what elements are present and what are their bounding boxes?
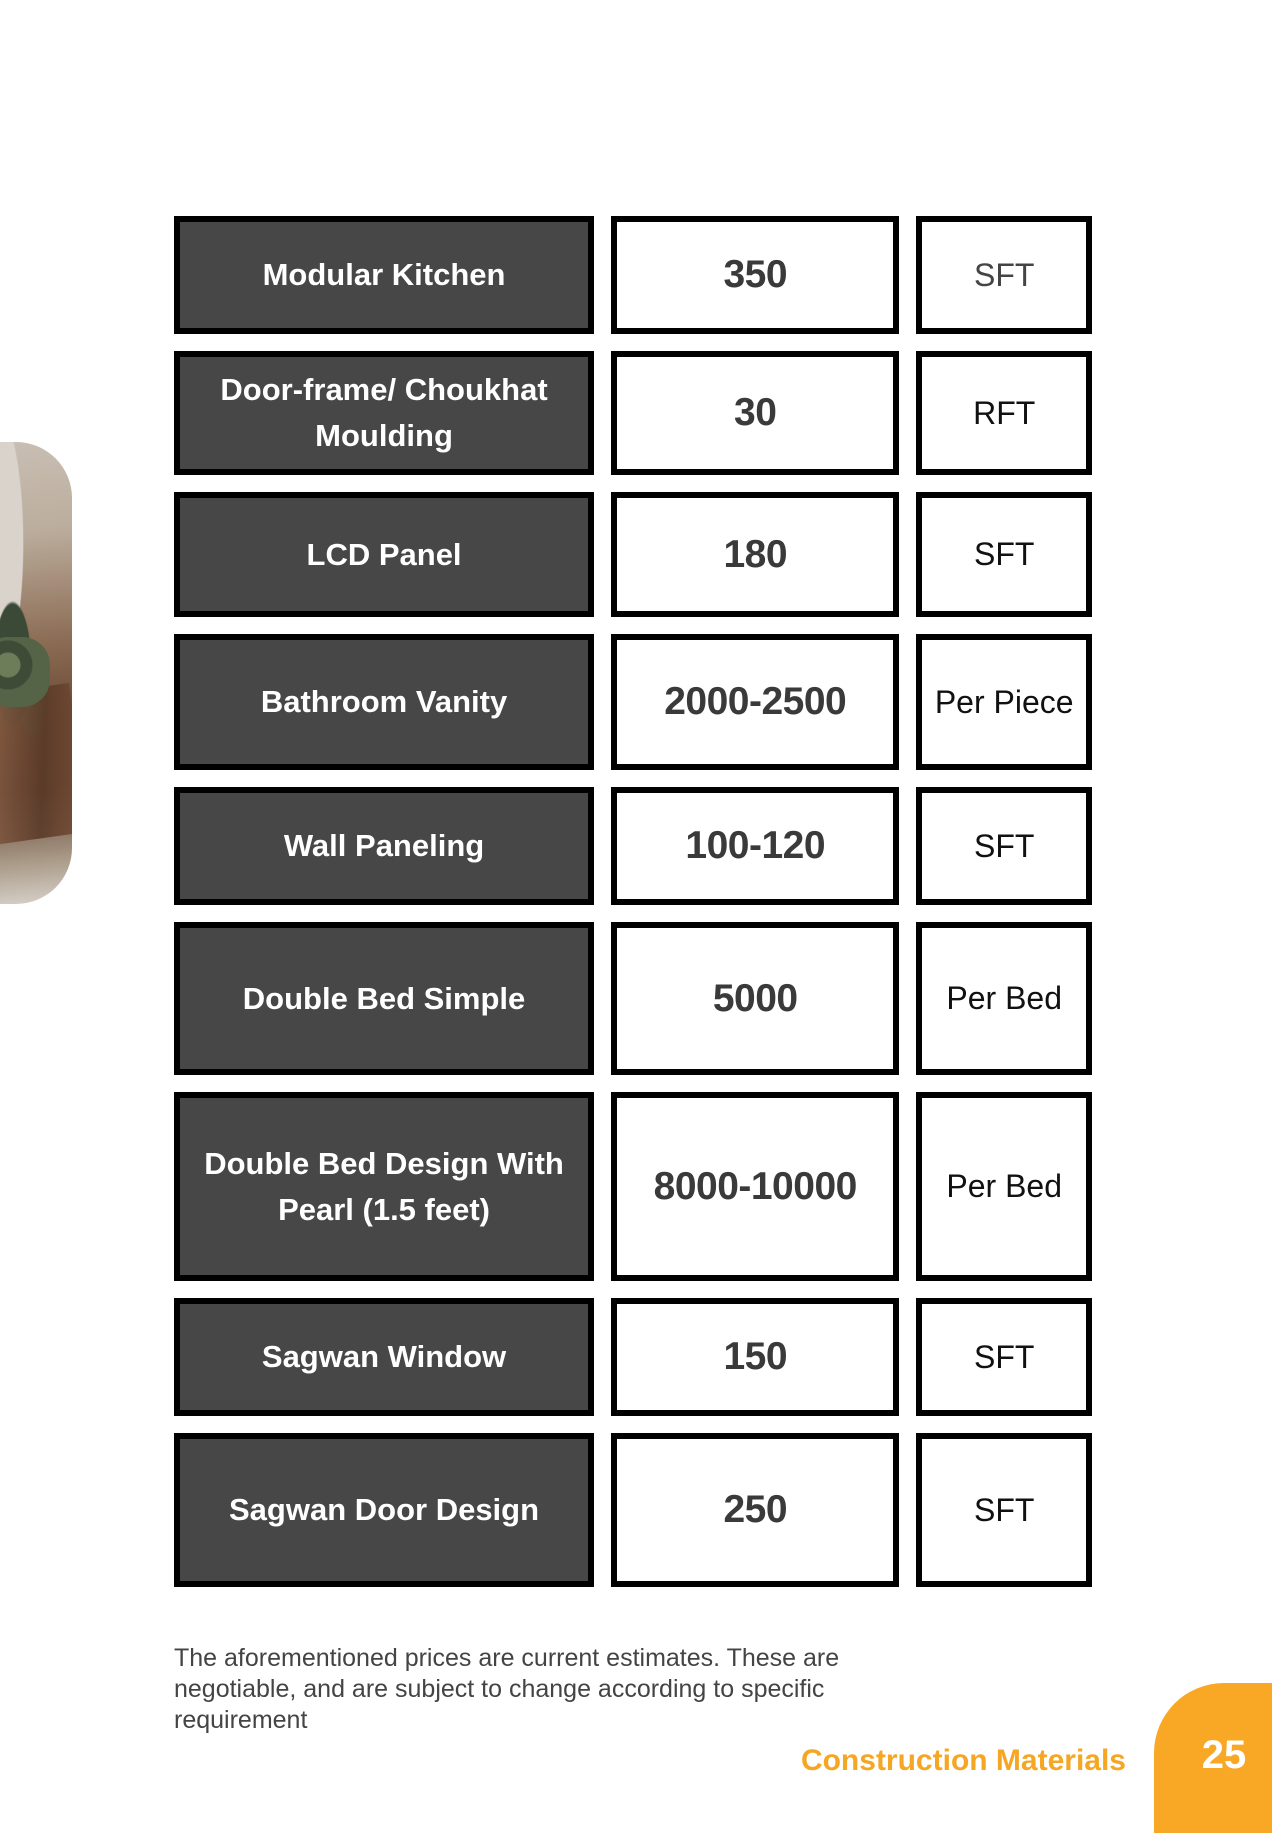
table-row — [174, 216, 1092, 334]
price-disclaimer: The aforementioned prices are current estimates. These are negotiable, and are subject to change according to specific requirement — [174, 1644, 840, 1734]
item-unit: SFT — [916, 1433, 1092, 1587]
item-name: Door-frame/ Choukhat Moulding — [174, 351, 594, 475]
item-name: Bathroom Vanity — [174, 634, 594, 770]
item-unit: RFT — [916, 351, 1092, 475]
item-unit: SFT — [916, 787, 1092, 905]
item-unit: SFT — [916, 1298, 1092, 1416]
item-unit: Per Bed — [916, 922, 1092, 1075]
item-price: 2000-2500 — [611, 634, 899, 770]
table-row — [174, 492, 1092, 617]
table-row — [174, 351, 1092, 475]
item-price: 5000 — [611, 922, 899, 1075]
table-row — [174, 1092, 1092, 1281]
table-row — [174, 1298, 1092, 1416]
photo-wood-plank — [0, 683, 72, 851]
item-unit: Per Piece — [916, 634, 1092, 770]
item-price: 150 — [611, 1298, 899, 1416]
item-price: 180 — [611, 492, 899, 617]
price-table — [174, 216, 1092, 1587]
item-name: Modular Kitchen — [174, 216, 594, 334]
item-price: 100-120 — [611, 787, 899, 905]
table-row — [174, 634, 1092, 770]
item-price: 8000-10000 — [611, 1092, 899, 1281]
item-name: Wall Paneling — [174, 787, 594, 905]
page-number: 25 — [1201, 1733, 1247, 1777]
item-unit: SFT — [916, 492, 1092, 617]
item-price: 350 — [611, 216, 899, 334]
item-price: 250 — [611, 1433, 899, 1587]
item-name: Sagwan Window — [174, 1298, 594, 1416]
photo-glove — [0, 637, 50, 707]
table-row — [174, 1433, 1092, 1587]
item-name: Double Bed Simple — [174, 922, 594, 1075]
item-unit: SFT — [916, 216, 1092, 334]
footer-section-label: Construction Materials — [800, 1744, 1126, 1777]
item-price: 30 — [611, 351, 899, 475]
table-row — [174, 787, 1092, 905]
item-name: Double Bed Design With Pearl (1.5 feet) — [174, 1092, 594, 1281]
table-row — [174, 922, 1092, 1075]
item-unit: Per Bed — [916, 1092, 1092, 1281]
item-name: Sagwan Door Design — [174, 1433, 594, 1587]
decorative-photo — [0, 442, 72, 904]
item-name: LCD Panel — [174, 492, 594, 617]
